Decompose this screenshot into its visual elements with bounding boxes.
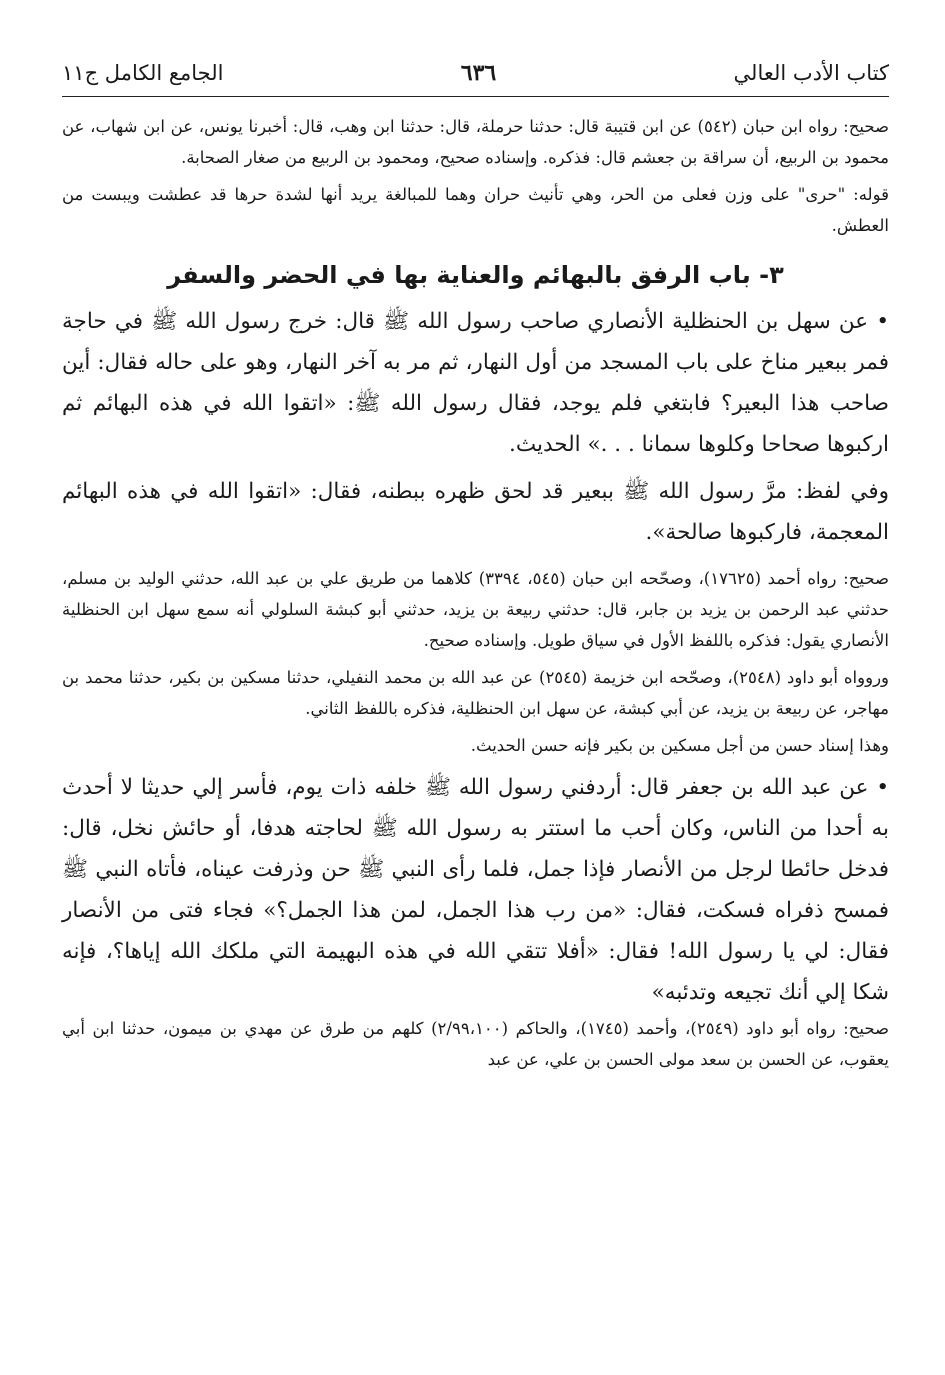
hadith-paragraph: • عن سهل بن الحنظلية الأنصاري صاحب رسول الله ﷺ قال: خرج رسول الله ﷺ في حاجة فمر ببعير مناخ على باب المسجد من أول النهار، ثم مر به آخر النهار، وهو على حاله فقال: أين صاحب هذا البعير؟ فابتغي فلم يوجد، فقال رسول الله ﷺ: «اتقوا الله في هذه البهائم ثم اركبوها صحاحا وكلوها سمانا . . .» الحديث.: [62, 309, 889, 457]
book-title: كتاب الأدب العالي: [733, 61, 889, 85]
takhrij-paragraph: صحيح: رواه أبو داود (٢٥٤٩)، وأحمد (١٧٤٥)، والحاكم (٢/٩٩،١٠٠) كلهم من طرق عن مهدي بن ميمون، حدثنا ابن أبي يعقوب، عن الحسن بن سعد مولى الحسن بن علي، عن عبد: [62, 1019, 889, 1069]
page-body: [62, 111, 889, 1075]
chapter-heading: ٣- باب الرفق بالبهائم والعناية بها في الحضر والسفر: [167, 261, 784, 289]
takhrij-paragraph: صحيح: رواه أحمد (١٧٦٢٥)، وصحّحه ابن حبان (٥٤٥، ٣٣٩٤) كلاهما من طريق علي بن عبد الله، حدثني الوليد بن مسلم، حدثني عبد الرحمن بن يزيد بن جابر، قال: حدثني ربيعة بن يزيد، حدثني أبو كبشة السلولي أنه سمع سهل ابن الحنظلية الأنصاري يقول: فذكره باللفظ الأول في سياق طويل. وإسناده صحيح.: [62, 569, 889, 650]
page-number: ٦٣٦: [460, 60, 497, 86]
series-title: الجامع الكامل ج١١: [62, 61, 224, 85]
commentary-paragraph: قوله: "حرى" على وزن فعلى من الحر، وهي تأنيث حران وهما للمبالغة يريد أنها لشدة حرها قد عطشت ويبست من العطش.: [62, 185, 889, 235]
takhrij-paragraph: صحيح: رواه ابن حبان (٥٤٢) عن ابن قتيبة قال: حدثنا حرملة، قال: حدثنا ابن وهب، قال: أخبرنا يونس، عن ابن شهاب، عن محمود بن الربيع، أن سراقة بن جعشم قال: فذكره. وإسناده صحيح، ومحمود بن الربيع من صغار الصحابة.: [62, 117, 889, 167]
hadith-paragraph: • عن عبد الله بن جعفر قال: أردفني رسول الله ﷺ خلفه ذات يوم، فأسر إلي حديثا لا أحدث به أحدا من الناس، وكان أحب ما استتر به رسول الله ﷺ لحاجته هدفا، أو حائش نخل، قال: فدخل حائطا لرجل من الأنصار فإذا جمل، فلما رأى النبي ﷺ حن وذرفت عيناه، فأتاه النبي ﷺ فمسح ذفراه فسكت، فقال: «من رب هذا الجمل، لمن هذا الجمل؟» فجاء فتى من الأنصار فقال: لي يا رسول الله! فقال: «أفلا تتقي الله في هذه البهيمة التي ملكك الله إياها؟، فإنه شكا إلي أنك تجيعه وتدئبه»: [62, 775, 889, 1005]
hadith-variant-paragraph: وفي لفظ: مرَّ رسول الله ﷺ ببعير قد لحق ظهره ببطنه، فقال: «اتقوا الله في هذه البهائم المعجمة، فاركبوها صالحة».: [62, 479, 889, 545]
running-header: [62, 58, 889, 97]
grading-paragraph: وهذا إسناد حسن من أجل مسكين بن بكير فإنه حسن الحديث.: [470, 736, 889, 755]
takhrij-paragraph: وروواه أبو داود (٢٥٤٨)، وصحّحه ابن خزيمة (٢٥٤٥) عن عبد الله بن محمد النفيلي، حدثنا مسكين بن بكير، حدثنا محمد بن مهاجر، عن ربيعة بن يزيد، عن أبي كبشة، عن سهل ابن الحنظلية، فذكره باللفظ الثاني.: [62, 668, 889, 718]
